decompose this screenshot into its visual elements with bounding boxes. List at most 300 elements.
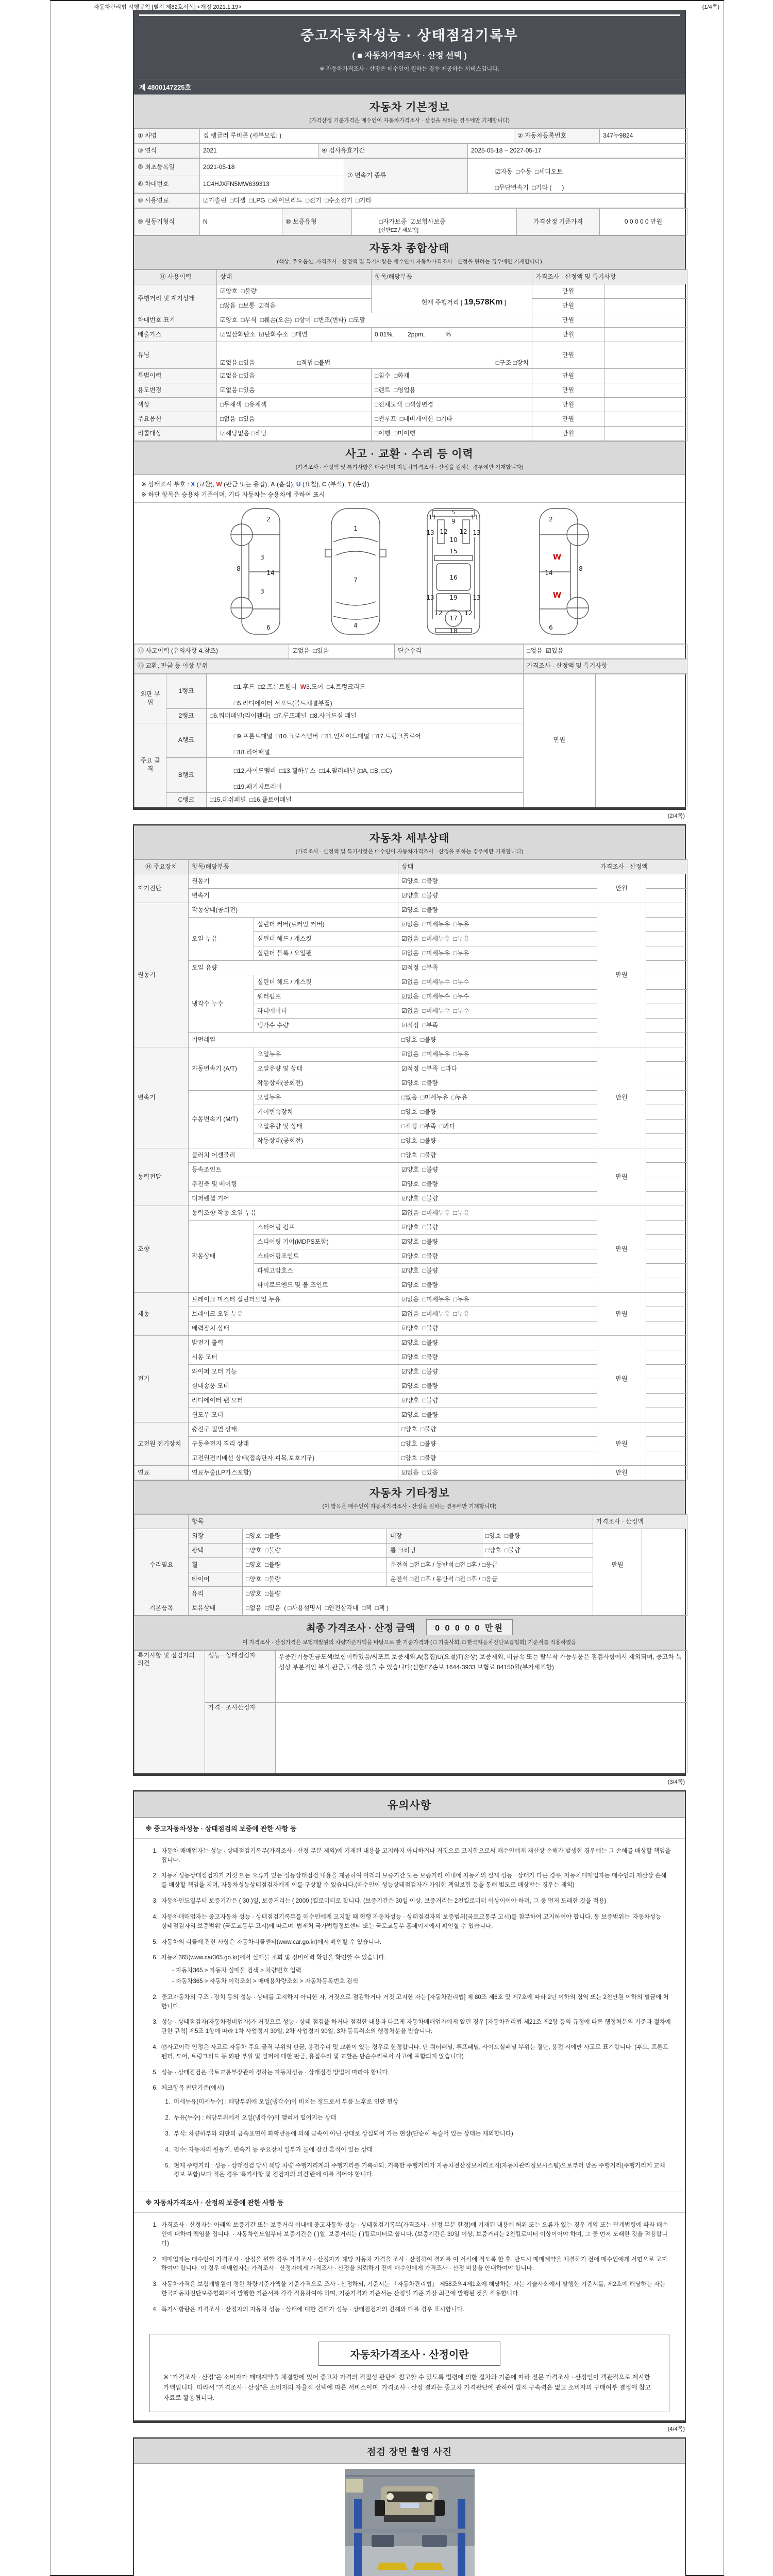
cell-detail: 운전석 □전 □후 / 동반석 □전 □후 / □응급 <box>387 1557 593 1572</box>
item-label: 오일유량 및 상태 <box>254 1061 398 1076</box>
cell-part: □침수 □화재 <box>372 368 532 383</box>
cell-label: ① 차명 <box>135 129 200 143</box>
cell-price: 만원 <box>524 674 596 807</box>
rank-items-text: □9.프론트패널 □10.크로스멤버 □11.인사이드패널 □17.트렁크플로어 <box>233 732 421 740</box>
column-header: ⑭ 주요장치 <box>135 859 189 874</box>
basic-info-table-row6 <box>134 208 687 235</box>
cell-state: ☑양호 □불량 <box>398 1408 597 1422</box>
rank-items: □15.대쉬패널 □16.플로어패널 <box>207 792 524 807</box>
legend-text: (요철), <box>300 480 322 488</box>
cell-note <box>604 299 687 313</box>
cell-state: ☑해당없음 □해당 <box>217 426 372 440</box>
cell-note <box>604 284 687 299</box>
notice-item-number: 2. <box>153 1873 158 1879</box>
subgroup-label: 자동변속기 (A/T) <box>189 1047 254 1090</box>
cell-state: ☑양호 □불량 <box>398 1191 597 1206</box>
item-label: 오일 유량 <box>189 960 398 975</box>
diagram-zone-number: 11 <box>470 513 479 521</box>
section-title: 자동차 종합상태 <box>369 243 450 255</box>
cell-label: 특별이력 <box>135 368 217 383</box>
cell-price: 만원 <box>532 342 604 369</box>
cell-note <box>646 1076 687 1090</box>
device-label: 제동 <box>135 1292 189 1335</box>
notice-item-number: 2. <box>153 2256 158 2263</box>
item-label: 외장 <box>189 1529 243 1543</box>
section-title: 자동차 세부상태 <box>369 832 450 844</box>
legend-line <box>141 479 678 489</box>
cell-note <box>646 1220 687 1234</box>
cell-part <box>372 284 532 313</box>
subgroup-label: 수동변속기 (M/T) <box>189 1090 254 1148</box>
cell-label: 리콜대상 <box>135 426 217 440</box>
cell-price: 만원 <box>532 397 604 412</box>
cell-note <box>604 328 687 342</box>
cell-state: ☑양호 □불량 <box>398 1321 597 1335</box>
device-label: 조향 <box>135 1206 189 1292</box>
notice-item-number: 3. <box>153 1898 158 1905</box>
rank-items-text: □19.패키지트레이 <box>233 783 282 791</box>
notice-item-text: 중고자동차의 구조 · 장치 등의 성능 · 상태를 고지하지 아니한 자, 거짓으로 점검하거나 거짓 고지한 자는 [자동차관리법] 제 80조 제6호 및 제7호에 따라 2년 이하의 징역 또는 2천만원 이하의 벌금에 처합니다. <box>161 1994 669 2010</box>
diagram-zone-number: 13 <box>426 594 434 601</box>
cell-state: ☑양호 □불량 <box>398 1249 597 1263</box>
cell-state: □양호 □불량 <box>243 1586 593 1601</box>
column-header: 가격조사 · 산정액 및 특기사항 <box>524 659 687 673</box>
cell-state: □양호 □불량 <box>398 1451 597 1465</box>
cell-state: ☑없음 □미세누유 □누유 <box>398 917 597 931</box>
cell-note <box>642 1601 687 1615</box>
diagram-zone-number: 10 <box>449 536 458 544</box>
cell-price: 만원 <box>597 1465 646 1480</box>
transmission-options-line1: ☑자동 □수동 □세미오토 <box>495 167 563 175</box>
diagram-zone-number: 3 <box>260 553 264 561</box>
cell-note <box>646 1148 687 1162</box>
cell-state: ☑양호 □불량 <box>398 1335 597 1350</box>
cell-price: 만원 <box>597 1148 646 1206</box>
cell-state: □양호 □불량 <box>243 1572 387 1586</box>
document-title: 중고자동차성능 · 상태점검기록부 <box>300 28 519 43</box>
notice-sub-list <box>172 1967 671 1987</box>
cell-label: 주행거리 및 계기상태 <box>135 284 217 313</box>
cell-price: 만원 <box>597 1206 646 1292</box>
final-price-band <box>134 1616 685 1650</box>
section-title: 사고 · 교환 · 수리 등 이력 <box>345 448 474 460</box>
cell-note <box>604 368 687 383</box>
diagram-zone-number: 14 <box>544 569 553 577</box>
item-label: 오일유량 및 상태 <box>254 1119 398 1133</box>
notice-item <box>149 2306 671 2315</box>
diagram-zone-number: 12 <box>439 528 448 535</box>
cell-price: 만원 <box>597 1335 646 1422</box>
cell-state: ☑적정 □부족 <box>398 1018 597 1032</box>
item-label: 타이어 <box>189 1572 243 1586</box>
notice-item <box>149 1938 671 1947</box>
cell-state: ☑없음 □있음 <box>289 644 395 658</box>
notice-item <box>162 2162 671 2180</box>
cell-state <box>217 342 532 369</box>
etc-info-table <box>134 1514 687 1616</box>
cell-price: 만원 <box>597 903 646 1047</box>
cell-state: ☑양호 □불량 <box>398 1162 597 1177</box>
subgroup-label: 오일 누유 <box>189 917 254 960</box>
column-header <box>135 1514 189 1529</box>
notice-item <box>149 2069 671 2078</box>
item-label: 내장 <box>387 1529 482 1543</box>
notice-item-number: 4. <box>153 1913 158 1920</box>
basic-info-table-row2 <box>134 143 687 158</box>
cell-state: ☑적정 □부족 <box>398 960 597 975</box>
notice-subsection-1: ※ 중고자동차성능 · 상태점검의 보증에 관한 사항 등 <box>134 1818 685 1839</box>
cell-label: ⑤ 최초등록일 <box>135 159 200 176</box>
cell-state: ☑양호 □불량 <box>398 1076 597 1090</box>
block-page2 <box>133 824 686 1776</box>
cell-part: □전체도색 □색상변경 <box>372 397 532 412</box>
block-photos <box>133 2437 686 2576</box>
notice-item-text: 누유(누수) : 해당부위에서 오일(냉각수)이 맺혀서 떨어지는 상태 <box>174 2115 337 2122</box>
item-label: 실린더 블록 / 오일팬 <box>254 946 398 960</box>
cell-state: ☑없음 □미세누유 □누유 <box>398 1307 597 1321</box>
cell-value: 0.01%, 2ppm, % <box>372 328 532 342</box>
document-number: 제 4800147225호 <box>134 79 685 94</box>
price-survey-info-box <box>149 2334 669 2412</box>
inspector-label: 성능 · 상태점검자 <box>205 1650 276 1702</box>
cell-state: □없음 □미세누유 □누유 <box>398 1090 597 1105</box>
notice-item <box>149 2043 671 2062</box>
notice-item-number: 3. <box>153 2019 158 2026</box>
notice-item <box>149 2084 671 2093</box>
item-label: 동력조향 작동 오일 누유 <box>189 1206 398 1220</box>
cell-note <box>646 903 687 917</box>
cell-label: ⑥ 차대번호 <box>135 176 200 193</box>
cell-note <box>646 989 687 1004</box>
cell-note <box>646 1105 687 1119</box>
cell-note <box>646 1292 687 1307</box>
section-etc-info <box>134 1480 685 1514</box>
appraiser-remarks <box>276 1702 687 1773</box>
item-label: 스티어링 기어(MDPS포함) <box>254 1234 398 1249</box>
cell-state: ☑양호 □불량 <box>398 1220 597 1234</box>
notice-subsection-2: ※ 자동차가격조사 · 산정의 보증에 관한 사항 등 <box>134 2192 685 2213</box>
item-label: 휠 <box>189 1557 243 1572</box>
item-label: 커먼레일 <box>189 1032 398 1047</box>
cell-state: ☑없음 □미세누유 □누유 <box>398 931 597 946</box>
notice-item-text: 매매업자는 매수인이 가격조사 · 산정을 원할 경우 가격조사 · 산정자가 해당 자동차 가격을 조사 · 산정하여 결과를 이 서식에 적도록 한 후, 반드시 매매계약을 체결하기 전에 매수인에게 서면으로 고지하여야 합니다. 이 경우 매매업자는 가격조사 · 산정자에게 가격조사 · 산정을 의뢰하기 전에 매수인에게 가격조사 · 산정 비용을 안내하여야 합니다. <box>161 2256 667 2272</box>
item-label: 윈도우 모터 <box>189 1408 398 1422</box>
cell-state: ☑양호 □불량 <box>398 874 597 888</box>
cell-state: □양호 □불량 <box>398 1105 597 1119</box>
notice-item-text: 성능 · 상태점검은 국토교통부장관이 정하는 자동차성능 · 상태점검 방법에 따라야 합니다. <box>161 2069 390 2076</box>
cell-state: □적정 □부족 □과다 <box>398 1119 597 1133</box>
cell-state: □양호 □불량 <box>243 1529 387 1543</box>
price-survey-box-title: 자동차가격조사 · 산정이란 <box>318 2342 500 2366</box>
document-title-note: ※ 자동차가격조사 · 산정은 매수인이 원하는 경우 제공하는 서비스입니다. <box>320 66 499 72</box>
rank-label: 1랭크 <box>166 674 207 708</box>
section-subtitle: (가격조사 · 산정액 및 특기사항은 매수인이 자동차가격조사 · 산정을 원하는 경우에만 기재합니다) <box>295 848 524 855</box>
diagram-zone-number: 13 <box>472 529 481 536</box>
notice-item-number: 6. <box>153 1955 158 1961</box>
cell-label: ③ 연식 <box>135 144 200 158</box>
cell-price: 만원 <box>532 426 604 440</box>
item-label: 등속조인트 <box>189 1162 398 1177</box>
item-label: 오일누유 <box>254 1047 398 1061</box>
notice-item-text: 자동차성능상태점검자가 거짓 또는 오류가 있는 성능상태점검 내용을 제공하여 아래의 보증기간 또는 보증거리 이내에 자동차의 실제 성능 · 상태가 다른 경우, 자동차매매업자는 매수인의 재산상 손해를 배상할 책임을 지며, 자동차성능상태점검자에게 이를 구상할 수 있습니다.(매수인이 성능상태점검자가 가입한 책임보험 등을 통해 별도로 배상받는 경우는 제외) <box>161 1873 667 1889</box>
cell-state: ☑양호 □불량 <box>398 1278 597 1292</box>
cell-note <box>604 426 687 440</box>
item-label: 원동기 <box>189 874 398 888</box>
cell-value <box>352 209 517 235</box>
form-law-reference: 자동차관리법 시행규칙 [별지 제82호서식] <개정 2021.1.19> <box>94 4 242 10</box>
cell-price: 만원 <box>532 284 604 299</box>
item-label: 보유상태 <box>189 1601 243 1615</box>
diagram-zone-numbers-top <box>354 525 358 629</box>
device-label: 자기진단 <box>135 874 189 903</box>
cell-value: 347누9824 <box>600 129 687 143</box>
cell-note <box>646 1451 687 1465</box>
warranty-options: □자가보증 ☑보험사보증 <box>379 217 446 225</box>
notice-item-text: 침수: 자동차의 원동기, 변속기 등 주요장치 일부가 물에 잠긴 흔적이 있는 상태 <box>174 2146 373 2153</box>
page-marker-3: (3/4쪽) <box>667 1778 685 1785</box>
diagram-zone-number: 18 <box>449 627 458 635</box>
cell-state: ☑양호 □불량 <box>398 888 597 903</box>
cell-note <box>646 1234 687 1249</box>
section-comprehensive <box>134 235 685 269</box>
column-header: 항목/해당부품 <box>372 270 532 284</box>
notice-item <box>149 1897 671 1906</box>
notice-item-text: 체크항목 판단기준(예시) <box>161 2085 224 2092</box>
item-label: 스티어링 펌프 <box>254 1220 398 1234</box>
notice-item-text: ⑫사고이력 인정은 사고로 자동차 주요 골격 부위의 판금, 용접수리 및 교환이 있는 경우로 한정합니다. 단 쿼터패널, 루프패널, 사이드실패널 부위는 절단, 용접 시에만 사고로 표기합니다. (후드, 프론트펜더, 도어, 트렁크리드 등 외판 부위 및 범퍼에 대한 판금, 용접수리 및 교환은 단순수리로서 사고에 포함되지 않습니다) <box>161 2044 669 2060</box>
device-label: 원동기 <box>135 903 189 1047</box>
section-photos <box>134 2438 685 2464</box>
column-header: 가격조사 · 산정액 및 특기사항 <box>532 270 687 284</box>
cell-label: ④ 검사유효기간 <box>318 144 468 158</box>
notice-item-text: 성능 · 상태점검자(자동차정비업자)가 거짓으로 성능 · 상태 점검을 하거나 점검한 내용과 다르게 자동차매매업자에게 알린 경우 [자동차관리법 제21조 제2항 등의 규정에 따른 행정처분의 기준과 절차에 관한 규칙] 제5조 1항에 따라 1차 사업정지 30일, 2차 사업정지 90일, 3차 등록취소의 행정처분을 받습니다. <box>161 2019 671 2035</box>
group-label: 기본품목 <box>135 1601 189 1615</box>
notice-sub-item: - 자동차365 > 자동차 이력조회 > 매매용차량조회 > 자동차등록번호 검색 <box>172 1978 358 1985</box>
rank-items-text: □12.사이드멤버 □13.휠하우스 □14.필러패널 (□A, □B, □C) <box>233 767 392 775</box>
legend-code-t: T <box>347 480 351 488</box>
diagram-zone-number: 1 <box>353 524 358 532</box>
damage-mark-w: W <box>552 590 561 600</box>
diagram-zone-number: 6 <box>266 623 271 631</box>
item-label: 클러치 어셈블리 <box>189 1148 398 1162</box>
notice-item <box>149 2256 671 2274</box>
item-label: 스티어링조인트 <box>254 1249 398 1263</box>
device-label: 고전원 전기장치 <box>135 1422 189 1465</box>
cell-note <box>646 1335 687 1350</box>
cell-note <box>604 412 687 426</box>
item-label: 브레이크 오일 누유 <box>189 1307 398 1321</box>
rank-label: 2랭크 <box>166 709 207 723</box>
column-header: 가격조사 · 산정액 <box>597 859 687 874</box>
cell-label: ⑧ 사용연료 <box>135 194 200 208</box>
item-label: 브레이크 마스터 실린더오일 누유 <box>189 1292 398 1307</box>
item-label: 작동상태(공회전) <box>254 1133 398 1148</box>
cell-note <box>646 931 687 946</box>
cell-part: □이행 □미이행 <box>372 426 532 440</box>
basic-info-table-row5 <box>134 193 685 208</box>
section-title: 자동차 기본정보 <box>369 101 450 113</box>
cell-note <box>646 1133 687 1148</box>
legend-text: (손상) <box>351 480 369 488</box>
rank-label: A랭크 <box>166 723 207 758</box>
cell-price: 만원 <box>597 1047 646 1148</box>
cell-label: 색상 <box>135 397 217 412</box>
basic-info-table-row1 <box>134 128 687 143</box>
cell-state: ☑양호 □불량 <box>398 1350 597 1364</box>
notice-item-number: 4. <box>153 2044 158 2051</box>
accident-legend <box>134 475 685 503</box>
notice-item-text: 가격조사 · 산정자는 아래의 보증기간 또는 보증거리 이내에 중고자동차 성능 · 상태점검기록부(가격조사 · 산정 부분 한정)에 기재된 내용에 허위 또는 오류가 있는 경우 계약 또는 관계법령에 따라 매수인에 대하여 책임을 집니다. · 자동차인도일부터 보증기간은 ( )일, 보증거리는 ( )킬로미터로 합니다. (보증기간은 30일 이상, 보증거리는 2천킬로미터 이상이어야 하며, 그 중 먼저 도래한 것을 적용합니다) <box>161 2222 668 2247</box>
cell-state: ☑없음 □미세누유 □누유 <box>398 946 597 960</box>
rank-items: □6.쿼터패널(리어휀다) □7.루프패널 □8.사이드실 패널 <box>207 709 524 723</box>
rank-items-text: □5.라디에이터 서포트(볼트체결부품) <box>233 699 332 707</box>
notice-item-number: 2. <box>153 1994 158 2001</box>
legend-code-c: C <box>322 480 327 488</box>
column-header: ⑪ 사용이력 <box>135 270 217 284</box>
car-damage-diagram <box>214 506 606 638</box>
notice-item-text: 자동차인도일부터 보증기간은 ( 30 )일, 보증거리는 ( 2000 )킬로미터로 합니다. (보증기간은 30일 이상, 보증거리는 2천킬로미터 이상이어야 하며, 그 중 먼저 도래한 것을 적용) <box>161 1898 607 1905</box>
basic-info-table-row34 <box>134 158 687 193</box>
notice-item <box>149 1847 671 1866</box>
notice-item-number: 1. <box>153 2222 158 2229</box>
cell-state: □양호 □불량 <box>398 1148 597 1162</box>
item-label: 작동상태(공회전) <box>189 903 398 917</box>
cell-value: 2025-05-18 ~ 2027-05-17 <box>468 144 687 158</box>
item-label: 변속기 <box>189 888 398 903</box>
comprehensive-table <box>134 269 687 441</box>
rank-items <box>207 674 524 708</box>
item-label: 작동상태(공회전) <box>254 1076 398 1090</box>
item-label: 시동 모터 <box>189 1350 398 1364</box>
item-label: 구동축전지 격리 상태 <box>189 1436 398 1451</box>
legend-note: ※ 하단 항목은 승용차 기준이며, 기타 자동차는 승용차에 준하여 표시 <box>141 491 325 499</box>
detail-status-table <box>134 859 687 1480</box>
cell-label: 단순수리 <box>395 644 524 658</box>
damage-mark-w: W <box>552 552 561 562</box>
cell-price: 만원 <box>532 412 604 426</box>
cell-note <box>646 1408 687 1422</box>
item-label: 디퍼렌셜 기어 <box>189 1191 398 1206</box>
diagram-zone-number: 13 <box>426 529 434 536</box>
document-sheet <box>133 10 686 2576</box>
notice-item-text: 자동차매매업자는 중고자동차 성능 · 상태점검기록부를 매수인에게 고지할 때 현행 자동차성능 · 상태점검자의 보증범위(국토교통부 고시)를 첨부하여 고지하여야 합니다. 동 보증범위는 '자동차성능 · 상태점검자의 보증범위' (국토교통부 고시)에 따르며, 법제처 국가법령정보센터 또는 국토교통부 홈페이지에서 확인할 수 있습니다. <box>161 1913 665 1929</box>
diagram-zone-number: 12 <box>464 609 473 617</box>
device-label: 연료 <box>135 1465 189 1480</box>
cell-note <box>646 1047 687 1061</box>
notice-item <box>162 2098 671 2107</box>
cell-state: ☑없음 □미세누유 □누유 <box>398 1206 597 1220</box>
cell-note <box>646 1379 687 1393</box>
device-label: 동력전달 <box>135 1148 189 1206</box>
diagram-zone-number: 5 <box>451 510 455 516</box>
cell-value: N <box>200 209 282 235</box>
photo-row-front <box>134 2464 685 2576</box>
notice-item-number: 1. <box>165 2099 170 2106</box>
diagram-zone-number: 9 <box>451 517 456 525</box>
cell-state: ☑없음 □있음 <box>217 368 372 383</box>
item-label: 배력장치 상태 <box>189 1321 398 1335</box>
section-subtitle: (이 항목은 매수인이 자동차가격조사 · 산정을 원하는 경우에만 기재합니다) <box>322 1503 497 1510</box>
notice-item <box>149 2221 671 2248</box>
cell-price: 만원 <box>532 383 604 397</box>
notice-item-text: 자동차의 리콜에 관한 사항은 자동차리콜센터(www.car.go.kr)에서 확인할 수 있습니다. <box>161 1939 381 1945</box>
cell-state: ☑양호 □불량 <box>398 1364 597 1379</box>
inspection-photo-front-lift <box>345 2469 475 2576</box>
legend-code-u: U <box>296 480 301 488</box>
diagram-zone-number: 12 <box>459 528 467 535</box>
item-label: 실내송풍 모터 <box>189 1379 398 1393</box>
appraiser-label: 가격 · 조사산정자 <box>205 1702 276 1773</box>
cell-state: □양호 □불량 <box>482 1543 593 1557</box>
cell-state: ☑적정 □부족 □과다 <box>398 1061 597 1076</box>
cell-label: ⑫ 사고이력 (유의사항 4.참조) <box>135 644 289 658</box>
group-label: 수리필요 <box>135 1529 189 1601</box>
cell-note <box>646 917 687 931</box>
tuning-state: ☑없음 □있음 <box>220 359 255 367</box>
cell-price: 만원 <box>532 368 604 383</box>
rank-table <box>134 674 687 807</box>
page-marker-2: (2/4쪽) <box>667 812 685 819</box>
cell-note <box>646 1090 687 1105</box>
cell-note <box>646 874 687 888</box>
cell-state: ☑양호 □불량 <box>398 1263 597 1278</box>
notice-item-number: 5. <box>165 2162 170 2169</box>
subgroup-label: 작동상태 <box>189 1220 254 1292</box>
block-notice <box>133 1790 686 2423</box>
item-label: 추진축 및 베어링 <box>189 1177 398 1191</box>
column-header: ⑬ 교환, 판금 등 이상 부위 <box>135 659 524 673</box>
cell-label: ② 자동차등록번호 <box>514 129 600 143</box>
cell-note <box>596 674 687 807</box>
document-frame <box>50 0 724 2576</box>
cell-note <box>646 1191 687 1206</box>
notice-item-number: 5. <box>153 1939 158 1945</box>
item-label: 충전구 절연 상태 <box>189 1422 398 1436</box>
group-label: 주요 골격 <box>135 723 166 807</box>
car-damage-diagram-wrap <box>134 503 685 644</box>
item-label: 냉각수 수량 <box>254 1018 398 1032</box>
diagram-zone-number: 15 <box>449 547 458 555</box>
diagram-zone-number: 11 <box>428 513 436 521</box>
column-header: 항목 <box>189 1514 593 1529</box>
section-title: 점검 장면 촬영 사진 <box>366 2446 452 2457</box>
cell-state: ☑양호 □불량 <box>398 1177 597 1191</box>
cell-state: □양호 □불량 <box>398 1422 597 1436</box>
notice-item <box>162 2114 671 2123</box>
rank-items <box>207 758 524 792</box>
cell-state: ☑없음 □미세누수 □누수 <box>398 975 597 989</box>
cell-value: 2021 <box>200 144 318 158</box>
inspector-remarks: 우중간기둥판금도색/보험이력있음/써포트 보증제외,A(흠집)U(요철)T(손상) 보증제외, 비금속 또는 탈부착 가능부품은 점검사항에서 제외되며, 중고차 특성상 부분적인 부식,판금,도색은 있을 수 있습니다(신한EZ손보 1644-3933 보험료 84150원(부가세포함) <box>276 1650 687 1702</box>
diagram-zone-number: 3 <box>260 587 264 595</box>
cell-state: □없음 □있음 ( □사용설명서 □안전삼각대 □잭 □잭 ) <box>243 1601 593 1615</box>
tuning-legal: □적법 □불법 <box>297 359 331 367</box>
notice-item-number: 3. <box>165 2130 170 2137</box>
cell-state: ☑양호 □불량 <box>398 1234 597 1249</box>
exchange-header-table <box>134 659 687 674</box>
device-label: 변속기 <box>135 1047 189 1148</box>
notice-item <box>149 1913 671 1931</box>
diagram-zone-number: 17 <box>449 614 458 622</box>
block-page1 <box>133 10 686 810</box>
diagram-zone-number: 2 <box>266 515 271 523</box>
cell-state: □양호 □불량 <box>243 1543 387 1557</box>
cell-note <box>646 1206 687 1220</box>
section-accident-history <box>134 441 685 475</box>
cell-state: ☑양호 □불량 <box>398 1393 597 1408</box>
cell-note <box>604 313 687 328</box>
diagram-zone-number: 14 <box>266 569 275 577</box>
